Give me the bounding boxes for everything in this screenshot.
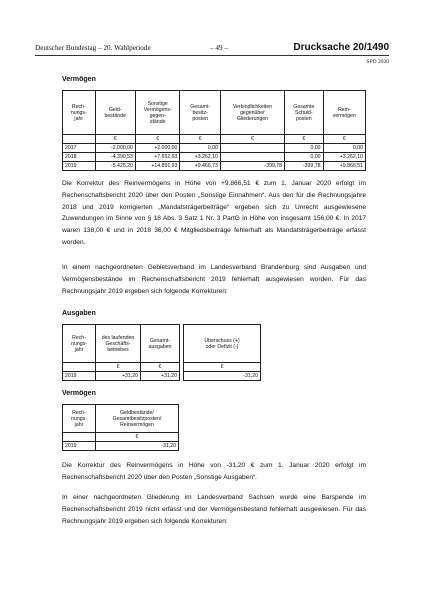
header-rule [35, 55, 389, 56]
col-header [323, 91, 365, 135]
col-header-text: Rein- vermögen [332, 106, 356, 119]
col-header-text: Gesamt- ausgaben [148, 337, 172, 350]
party-label: SPD 2020 [366, 59, 389, 65]
cell: +7.652,63 [135, 153, 180, 162]
paragraph-sachsen: In einer nachgeordneten Gliederung im Landesverband Sachsen wurde eine Barspende im Rechenschaftsbericht 2019 nicht erfasst und der Vermögensbestand fehlerhaft ausgewiesen. Für das Rechnungsjahr 2019 ergeben sich folgende Korrekturen: [62, 494, 366, 525]
col-header [96, 325, 141, 363]
cell: 0,00 [285, 144, 323, 153]
cell: 2019 [63, 442, 96, 451]
cell: 2017 [63, 144, 96, 153]
col-header-text: des laufenden Geschäfts- betriebes [101, 334, 135, 353]
col-header [95, 91, 135, 135]
cell: 0,00 [323, 144, 365, 153]
col-header-text: Rech- nungs- jahr [71, 334, 87, 353]
col-header-text: Gesamt- besitz- posten [190, 103, 211, 122]
page-number: – 49 – [210, 44, 228, 52]
currency-cell [63, 433, 96, 442]
currency-cell: € [141, 363, 180, 372]
header-left: Deutscher Bundestag – 20. Wahlperiode [35, 44, 151, 52]
vermoegen-table-2 [62, 404, 179, 451]
table-row [63, 442, 179, 451]
section-heading-vermoegen-2: Vermögen [62, 390, 96, 397]
col-header-text: Verbindlichkeiten gegenüber Gliederungen [232, 103, 273, 122]
col-header-text: Geld- bestände [104, 106, 126, 119]
cell: +31,20 [141, 372, 180, 381]
col-header [220, 91, 284, 135]
col-header-text: Gesamte Schuld- posten [293, 103, 315, 122]
col-header-text: Sonstige Vermögens- gegen- stände [143, 100, 172, 125]
paragraph-brandenburg: In einem nachgeordneten Gebietsverband im Landesverband Brandenburg sind Ausgaben und Vermögensbestände im Rechenschaftsbericht 2019 fehlerhaft ausgewiesen worden. Für das Rechnungsjahr 2019 ergeben sich folgende Korrekturen: [62, 264, 366, 295]
cell: 0,00 [285, 153, 323, 162]
section-heading-ausgaben: Ausgaben [62, 310, 96, 317]
table-row [63, 144, 366, 153]
currency-cell: € [96, 433, 179, 442]
paragraph-korrektur-1: Die Korrektur des Reinvermögens in Höhe von +9.866,51 € zum 1. Januar 2020 erfolgt im Rechenschaftsbericht 2020 über den Posten „Sonstige Einnahmen“. Aus den für die Rechnungsjahre 2018 und 2019 korrigierten „Mandatsträgerbeiträge“ ergeben sich zu Unrecht ausgewiesene Zuwendungen im Sinne von § 18 Abs. 3 Satz 1 Nr. 3 PartG in Höhe von insgesamt 156,00 €. In 2017 waren 138,00 € und in 2018 36,00 € Mitgliedsbeiträge fehlerhaft als Mandatsträgerbeiträge erfasst worden. [62, 180, 366, 246]
col-header-text: Rech- nungs- jahr [70, 103, 87, 122]
cell: -31,20 [96, 442, 179, 451]
cell: +9.466,73 [180, 162, 220, 171]
paragraph-korrektur-2: Die Korrektur des Reinvermögens in Höhe von -31,20 € zum 1. Januar 2020 erfolgt im Rechenschaftsbericht 2020 über den Posten „Sonstige Ausgaben“. [62, 462, 366, 481]
cell: +2.000,00 [135, 144, 180, 153]
cell: -5.425,20 [95, 162, 135, 171]
cell: 0,00 [180, 144, 220, 153]
cell: +31,20 [96, 372, 141, 381]
currency-cell: € [180, 135, 220, 144]
section-heading-vermoegen: Vermögen [62, 76, 96, 83]
cell: -399,78 [220, 162, 284, 171]
col-header [184, 325, 261, 363]
page-header [35, 42, 389, 54]
cell [220, 144, 284, 153]
document-number: Drucksache 20/1490 [293, 42, 389, 53]
col-header [141, 325, 180, 363]
col-header-text: Geldbestände/ Gesamtbesitzposten/ Reinvermögen [112, 409, 162, 428]
currency-cell: € [135, 135, 180, 144]
col-header [285, 91, 323, 135]
cell: 2019 [63, 372, 96, 381]
cell: -2.000,00 [95, 144, 135, 153]
currency-cell [63, 135, 96, 144]
ausgaben-table [62, 324, 261, 381]
col-header [63, 405, 96, 433]
cell: -399,78 [285, 162, 323, 171]
currency-cell [63, 363, 96, 372]
table-row [63, 162, 366, 171]
col-header-text: Überschuss (+) oder Defizit (-) [204, 337, 240, 350]
currency-cell: € [96, 363, 141, 372]
currency-cell: € [184, 363, 261, 372]
table-row [63, 153, 366, 162]
cell: 2019 [63, 162, 96, 171]
col-header [63, 91, 96, 135]
col-header [135, 91, 180, 135]
cell [220, 153, 284, 162]
cell: -31,20 [184, 372, 261, 381]
cell: 2018 [63, 153, 96, 162]
vermoegen-table [62, 90, 366, 171]
cell: +14.891,93 [135, 162, 180, 171]
table-row [63, 372, 261, 381]
col-header [96, 405, 179, 433]
cell: -4.390,53 [95, 153, 135, 162]
currency-cell: € [285, 135, 323, 144]
col-header-text: Rech- nungs- jahr [71, 409, 87, 428]
col-header [180, 91, 220, 135]
cell: +3.262,10 [180, 153, 220, 162]
cell: +9.866,51 [323, 162, 365, 171]
currency-cell: € [323, 135, 365, 144]
cell: +3.262,10 [323, 153, 365, 162]
currency-cell: € [95, 135, 135, 144]
col-header [63, 325, 96, 363]
currency-cell: € [220, 135, 284, 144]
